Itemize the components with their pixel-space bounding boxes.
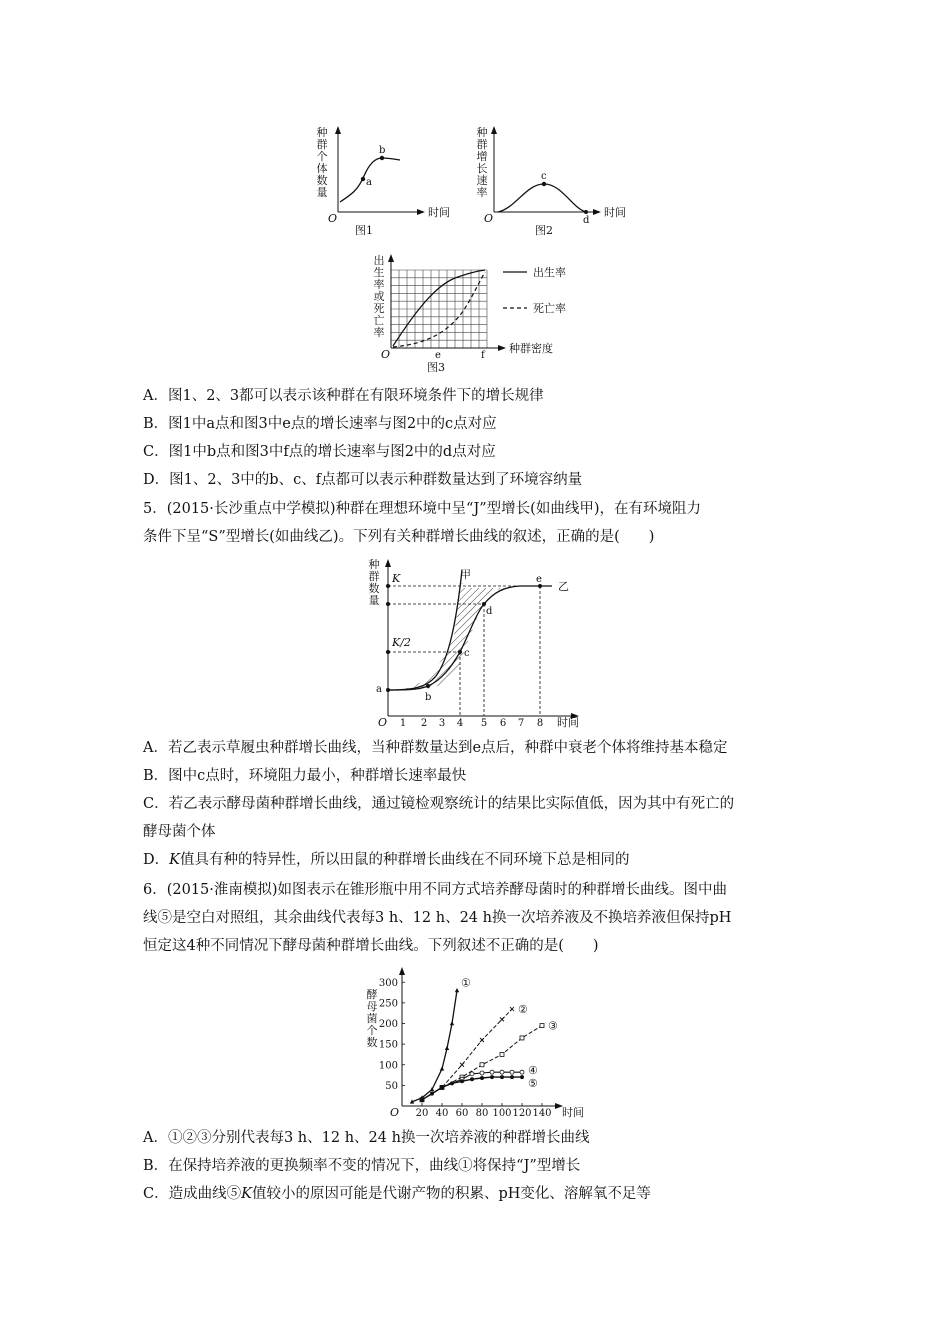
q5-label-k2: K/2	[392, 636, 411, 649]
q5-origin: O	[378, 716, 388, 729]
fig3-origin: O	[381, 348, 391, 361]
q6-series-4-point	[500, 1070, 504, 1074]
figure-1	[300, 122, 470, 240]
q6-ylabel	[367, 987, 378, 1049]
q6-y-tick-label: 150	[378, 1039, 398, 1051]
q6-series-2-point	[480, 1038, 484, 1042]
fig2-y-arrow	[491, 126, 497, 134]
svg-text:或: 或	[373, 290, 385, 303]
svg-text:死: 死	[373, 302, 385, 315]
q6-xlabel: 时间	[562, 1106, 584, 1119]
fig2-caption: 图2	[535, 224, 553, 237]
q6-chart	[358, 964, 598, 1120]
svg-text:率: 率	[476, 186, 488, 199]
q6-series-5-point	[510, 1075, 514, 1079]
q6-x-tick-label: 20	[415, 1108, 429, 1119]
fig3-caption: 图3	[427, 361, 445, 374]
q6-series-5-point	[520, 1075, 524, 1079]
svg-text:种: 种	[316, 126, 328, 139]
q6-series-5-point	[490, 1075, 494, 1079]
q6-series-1-point	[440, 1066, 444, 1070]
q5-stem-line2: 条件下呈“S”型增长(如曲线乙)。下列有关种群增长曲线的叙述，正确的是( )	[143, 529, 655, 545]
fig1-caption: 图1	[355, 224, 373, 237]
q6-x-tick-label: 40	[435, 1108, 449, 1119]
svg-text:6: 6	[499, 718, 507, 729]
q4-option-a: A．图1、2、3都可以表示该种群在有限环境条件下的增长规律	[143, 388, 544, 404]
svg-text:数: 数	[316, 174, 328, 187]
fig2-xlabel: 时间	[604, 206, 626, 219]
q5-label-d: d	[486, 606, 493, 617]
fig2-bell-curve	[498, 184, 586, 212]
q6-series-2-point	[500, 1017, 504, 1021]
svg-text:菌: 菌	[366, 1012, 378, 1025]
svg-text:个: 个	[316, 150, 328, 163]
q6-y-tick-label: 250	[378, 998, 398, 1010]
svg-text:生: 生	[373, 266, 385, 279]
q6-series-1-point	[450, 1021, 454, 1025]
q6-y-tick-label: 300	[378, 977, 398, 989]
q5-label-b: b	[425, 692, 432, 703]
fig3-ylabel	[374, 253, 385, 339]
svg-text:速: 速	[476, 174, 488, 187]
svg-text:率: 率	[373, 326, 385, 339]
q6-series-5-point	[470, 1077, 474, 1081]
svg-text:群: 群	[476, 138, 488, 151]
q6-series-3-point	[520, 1036, 524, 1040]
svg-text:酵: 酵	[366, 988, 378, 1001]
q4-option-c: C．图1中b点和图3中f点的增长速率与图2中的d点对应	[143, 444, 496, 460]
q5-option-d-prefix: D．	[143, 852, 170, 868]
q6-origin: O	[390, 1106, 400, 1119]
q6-series-5-point	[450, 1081, 454, 1085]
fig1-point-a	[361, 177, 365, 181]
svg-text:种: 种	[368, 558, 380, 571]
fig3-x-arrow	[498, 345, 506, 351]
fig1-label-a: a	[366, 177, 372, 188]
q5-option-a: A．若乙表示草履虫种群增长曲线，当种群数量达到e点后，种群中衰老个体将维持基本稳定	[143, 740, 728, 756]
q6-stem-line3: 恒定这4种不同情况下酵母菌种群增长曲线。下列叙述不正确的是( )	[143, 938, 599, 954]
svg-text:群: 群	[368, 570, 380, 583]
q6-x-tick-label: 100	[492, 1108, 512, 1119]
q6-series-4-point	[480, 1071, 484, 1075]
q6-x-tick-label: 140	[532, 1108, 552, 1119]
q5-option-d	[143, 850, 629, 870]
q5-point-b	[426, 684, 430, 688]
q6-stem-line2: 线⑤是空白对照组，其余曲线代表每3 h、12 h、24 h换一次培养液及不换培养液但保持pH	[143, 910, 732, 926]
svg-text:4: 4	[456, 718, 464, 729]
fig3-legend-death: 死亡率	[533, 302, 566, 315]
q5-label-yi: 乙	[558, 580, 569, 593]
svg-text:7: 7	[517, 718, 525, 729]
svg-text:群: 群	[316, 138, 328, 151]
fig1-point-b	[380, 156, 384, 160]
q5-option-b: B．图中c点时，环境阻力最小，种群增长速率最快	[143, 768, 467, 784]
svg-text:5: 5	[480, 718, 488, 729]
fig3-label-f: f	[481, 350, 485, 361]
q6-series-1-point	[455, 988, 459, 992]
q5-k-dot	[386, 584, 390, 588]
q6-series-3-point	[480, 1063, 484, 1067]
q6-x-tick-label: 60	[455, 1108, 469, 1119]
q5-chart	[362, 556, 602, 732]
q6-series-label-2: ②	[518, 1003, 528, 1017]
q6-series-2-point	[460, 1063, 464, 1067]
svg-text:增: 增	[476, 150, 488, 163]
q6-x-tick-label: 120	[512, 1108, 532, 1119]
fig1-label-b: b	[379, 145, 386, 156]
q6-stem-line1: 6．(2015·淮南模拟)如图表示在锥形瓶中用不同方式培养酵母菌时的种群增长曲线。图中曲	[143, 882, 728, 898]
q6-series-4-point	[520, 1070, 524, 1074]
q5-k2-dot	[386, 650, 390, 654]
q5-option-c-line2: 酵母菌个体	[143, 824, 216, 840]
q4-option-d: D．图1、2、3中的b、c、f点都可以表示种群数量达到了环境容纳量	[143, 472, 583, 488]
fig3-y-arrow	[388, 254, 394, 262]
q5-label-k: K	[392, 572, 401, 585]
svg-text:1: 1	[399, 718, 407, 729]
q6-series-4-point	[490, 1070, 494, 1074]
q5-label-e: e	[536, 574, 542, 585]
fig1-origin: O	[328, 212, 338, 225]
q6-series-5-point	[460, 1079, 464, 1083]
q6-series-4-point	[510, 1070, 514, 1074]
q6-y-tick-label: 200	[378, 1019, 398, 1030]
q6-option-a: A．①②③分别代表每3 h、12 h、24 h换一次培养液的种群增长曲线	[143, 1130, 590, 1146]
fig3-grid	[391, 270, 487, 348]
q6-y-arrow	[399, 967, 405, 975]
q5-x-ticks	[400, 718, 543, 729]
q5-point-a	[386, 688, 390, 692]
fig2-x-arrow	[593, 209, 601, 215]
q6-series-5-point	[500, 1075, 504, 1079]
svg-text:出: 出	[373, 254, 385, 267]
svg-text:数: 数	[366, 1036, 378, 1049]
fig2-label-c: c	[541, 171, 547, 182]
figure-2	[470, 122, 640, 240]
q6-series-3-point	[500, 1052, 504, 1056]
q6-series-3-point	[540, 1024, 544, 1028]
fig2-label-d: d	[583, 215, 590, 226]
fig2-point-c	[542, 182, 546, 186]
fig2-origin: O	[484, 212, 494, 225]
q5-stem-line1: 5．(2015·长沙重点中学模拟)种群在理想环境中呈“J”型增长(如曲线甲)，在有环境阻力	[143, 501, 701, 517]
q6-series-1-point	[445, 1046, 449, 1050]
fig3-label-e: e	[435, 350, 441, 361]
svg-text:2: 2	[420, 718, 428, 729]
svg-text:率: 率	[373, 278, 385, 291]
q6-series	[410, 977, 558, 1104]
svg-text:数: 数	[368, 582, 380, 595]
svg-text:亡: 亡	[373, 314, 385, 327]
q6-series-2-point	[510, 1007, 514, 1011]
q6-series-label-4: ④	[528, 1064, 538, 1078]
q6-y-tick-label: 50	[385, 1080, 398, 1092]
q5-label-c: c	[464, 648, 470, 659]
svg-text:种: 种	[476, 126, 488, 139]
fig3-xlabel: 种群密度	[509, 342, 553, 355]
svg-text:长: 长	[476, 162, 488, 175]
q5-option-c-line1: C．若乙表示酵母菌种群增长曲线，通过镜检观察统计的结果比实际值低，因为其中有死亡的	[143, 796, 735, 812]
svg-text:量: 量	[368, 594, 380, 607]
fig2-point-d	[584, 210, 588, 214]
q5-option-d-text: 值具有种的特异性，所以田鼠的种群增长曲线在不同环境下总是相同的	[179, 852, 630, 868]
q6-series-5-point	[420, 1098, 424, 1102]
q6-x-tick-label: 80	[475, 1108, 489, 1119]
svg-text:体: 体	[316, 162, 328, 175]
q5-option-d-k: K	[169, 852, 180, 868]
svg-text:量: 量	[316, 186, 328, 199]
fig3-legend-birth: 出生率	[533, 266, 566, 279]
svg-text:个: 个	[366, 1024, 378, 1037]
q5-label-jia: 甲	[460, 568, 471, 581]
q6-option-c-text: 值较小的原因可能是代谢产物的积累、pH变化、溶解氧不足等	[251, 1186, 651, 1202]
q6-option-c	[143, 1184, 651, 1204]
q6-series-label-3: ③	[548, 1019, 558, 1033]
q6-option-c-prefix: C．造成曲线⑤	[143, 1186, 242, 1202]
fig2-ylabel	[477, 126, 488, 199]
fig1-ylabel	[317, 126, 328, 199]
q5-d-level-dot	[386, 602, 390, 606]
q6-series-label-5: ⑤	[528, 1077, 538, 1091]
fig1-y-arrow	[335, 126, 341, 134]
q5-point-c	[458, 650, 462, 654]
q6-series-line-2	[422, 1009, 512, 1100]
svg-text:8: 8	[536, 718, 544, 729]
q6-ticks	[379, 978, 552, 1119]
q6-series-label-1: ①	[461, 976, 471, 990]
q6-option-b: B．在保持培养液的更换频率不变的情况下，曲线①将保持“J”型增长	[143, 1158, 581, 1174]
q5-xlabel: 时间	[557, 716, 579, 729]
q6-option-c-k: K	[241, 1186, 252, 1202]
q6-series-4-point	[470, 1072, 474, 1076]
q6-series-line-4	[422, 1072, 522, 1100]
svg-text:母: 母	[366, 1000, 378, 1013]
q6-series-5-point	[440, 1085, 444, 1089]
figure-3	[365, 250, 595, 375]
fig1-x-arrow	[417, 209, 425, 215]
q6-series-line-1	[412, 991, 457, 1102]
q5-y-arrow	[385, 559, 391, 567]
q5-label-a: a	[376, 684, 382, 695]
q6-y-tick-label: 100	[378, 1060, 398, 1072]
fig1-xlabel: 时间	[428, 206, 450, 219]
q4-option-b: B．图1中a点和图3中e点的增长速率与图2中的c点对应	[143, 416, 497, 432]
svg-text:3: 3	[438, 718, 446, 729]
q5-ylabel	[369, 558, 380, 607]
q6-series-5-point	[480, 1076, 484, 1080]
q6-series-5-point	[430, 1092, 434, 1096]
